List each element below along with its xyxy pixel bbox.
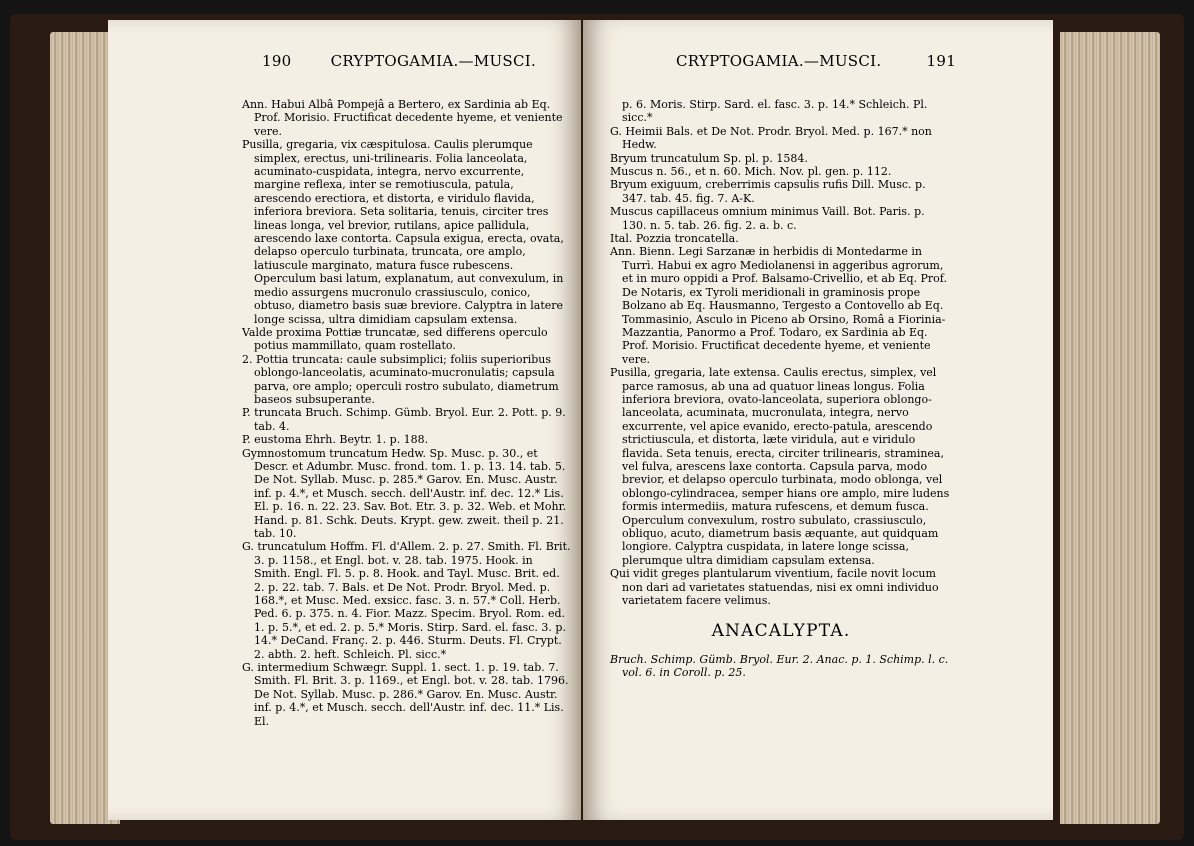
paragraph: Ann. Bienn. Legi Sarzanæ in herbidis di Montedarme in Turrì. Habui ex agro Mediolanensi in aggeribus agrorum, et in muro oppidi a Prof. Balsamo-Crivellio, et ab Eq. Prof. De Notaris, ex Tyroli meridionali in graminosis prope Bolzano ab Eq. Hausmanno, Tergesto a Contovello ab Eq. Tommasinio, Asculo in Piceno ab Orsino, Româ a Fiorinia-Mazzantia, Panormo a Prof. Todaro, ex Sardinia ab Eq. Prof. Morisio. Fructificat decedente hyeme, et veniente vere.: [610, 245, 947, 366]
right-page-header: [676, 52, 956, 70]
paragraph: Bryum exiguum, creberrimis capsulis rufis Dill. Musc. p. 347. tab. 45. fig. 7. A-K.: [610, 178, 926, 205]
paragraph: G. Heimii Bals. et De Not. Prodr. Bryol. Med. p. 167.* non Hedw.: [610, 124, 932, 152]
paragraph: Ann. Habui Albâ Pompejâ a Bertero, ex Sardinia ab Eq. Prof. Morisio. Fructificat decedente hyeme, et veniente vere.: [242, 98, 563, 138]
paragraph: 2. Pottia truncata: caule subsimplici; foliis superioribus oblongo-lanceolatis, acuminato-mucronulatis; capsula parva, ore amplo; operculi rostro subulato, diametrum baseos subsuperante.: [242, 352, 559, 406]
paragraph: G. truncatulum Hoffm. Fl. d'Allem. 2. p. 27. Smith. Fl. Brit. 3. p. 1158., et Engl. bot. v. 28. tab. 1975. Hook. in Smith. Engl. Fl. 5. p. 8. Hook. and Tayl. Musc. Brit. ed. 2. p. 22. tab. 7. Bals. et De Not. Prodr. Bryol. Med. p. 168.*, et Musc. Med. exsicc. fasc. 3. n. 57.* Coll. Herb. Ped. 6. p. 375. n. 4. Fior. Mazz. Specim. Bryol. Rom. ed. 1. p. 5.*, et ed. 2. p. 5.* Moris. Stirp. Sard. el. fasc. 3. p. 14.* DeCand. Franç. 2. p. 446. Sturm. Deuts. Fl. Crypt. 2. abth. 2. heft. Schleich. Pl. sicc.*: [242, 540, 571, 661]
paragraph: P. truncata Bruch. Schimp. Gümb. Bryol. Eur. 2. Pott. p. 9. tab. 4.: [242, 406, 566, 433]
paragraph: Bryum truncatulum Sp. pl. p. 1584.: [610, 151, 808, 165]
left-page-body: [242, 98, 572, 728]
paragraph: Muscus n. 56., et n. 60. Mich. Nov. pl. gen. p. 112.: [610, 165, 892, 179]
paragraph: Gymnostomum truncatum Hedw. Sp. Musc. p. 30., et Descr. et Adumbr. Musc. frond. tom. 1. p. 13. 14. tab. 5. De Not. Syllab. Musc. p. 285.* Garov. En. Musc. Austr. inf. p. 4.*, et Musch. secch. dell'Austr. inf. dec. 12.* Lis. El. p. 16. n. 22. 23. Sav. Bot. Etr. 3. p. 32. Web. et Mohr. Hand. p. 81. Schk. Deuts. Krypt. gew. zweit. theil p. 21. tab. 10.: [242, 446, 567, 540]
right-page-body: [610, 98, 952, 680]
paragraph: P. eustoma Ehrh. Beytr. 1. p. 188.: [242, 433, 429, 447]
left-running-head: CRYPTOGAMIA.—MUSCI.: [330, 52, 537, 70]
right-page-number: 191: [926, 52, 957, 70]
right-running-head: CRYPTOGAMIA.—MUSCI.: [676, 52, 882, 70]
paragraph: G. intermedium Schwægr. Suppl. 1. sect. 1. p. 19. tab. 7. Smith. Fl. Brit. 3. p. 1169., et Engl. bot. v. 28. tab. 1796. De Not. Syllab. Musc. p. 286.* Garov. En. Musc. Austr. inf. p. 4.*, et Musch. secch. dell'Austr. inf. dec. 11.* Lis. El.: [242, 661, 569, 728]
paragraph: Pusilla, gregaria, vix cæspitulosa. Caulis plerumque simplex, erectus, uni-trilinearis. Folia lanceolata, acuminato-cuspidata, integra, nervo excurrente, margine reflexa, inter se remotiuscula, patula, arescendo erectiora, et distorta, e viridulo flavida, inferiora breviora. Seta solitaria, tenuis, circiter tres lineas longa, vel brevior, rutilans, apice pallidula, arescendo laxe contorta. Capsula exigua, erecta, ovata, delapso operculo turbinata, truncata, ore amplo, latiuscule marginato, matura fusce rubescens. Operculum basi latum, explanatum, aut convexulum, in medio assurgens mucronulo crassiusculo, conico, obtuso, diametro basis suæ breviore. Calyptra in latere longe scissa, ultra dimidiam capsulam extensa.: [242, 138, 564, 326]
paragraph: p. 6. Moris. Stirp. Sard. el. fasc. 3. p. 14.* Schleich. Pl. sicc.*: [622, 98, 928, 125]
paragraph: Bruch. Schimp. Gümb. Bryol. Eur. 2. Anac. p. 1. Schimp. l. c. vol. 6. in Coroll. p. 25.: [610, 652, 949, 680]
left-page-header: [262, 52, 536, 70]
paragraph: Ital. Pozzia troncatella.: [610, 232, 739, 246]
right-page-edges: [1060, 32, 1160, 824]
left-page-number: 190: [262, 52, 292, 70]
paragraph: Pusilla, gregaria, late extensa. Caulis erectus, simplex, vel parce ramosus, ab una ad quatuor lineas longus. Folia inferiora breviora, ovato-lanceolata, superiora oblongo-lanceolata, acuminata, mucronulata, integra, nervo excurrente, vel apice evanido, erecto-patula, arescendo strictiuscula, et distorta, læte viridula, aut e viridulo flavida. Seta tenuis, erecta, circiter trilinearis, straminea, vel fulva, arescens laxe contorta. Capsula parva, modo brevior, et delapso operculo turbinata, modo oblonga, vel oblongo-cylindracea, semper hians ore amplo, mire ludens formis intermediis, matura rufescens, et demum fusca. Operculum convexulum, rostro subulato, crassiusculo, obliquo, acuto, diametrum basis æquante, aut quidquam longiore. Calyptra cuspidata, in latere longe scissa, plerumque ultra dimidiam capsulam extensa.: [610, 366, 950, 567]
paragraph: Qui vidit greges plantularum viventium, facile novit locum non dari ad varietates statuendas, nisi ex omni individuo varietatem facere velimus.: [610, 567, 939, 608]
section-title: ANACALYPTA.: [711, 621, 851, 642]
paragraph: Valde proxima Pottiæ truncatæ, sed differens operculo potius mammillato, quam rostellato.: [242, 325, 548, 353]
paragraph: Muscus capillaceus omnium minimus Vaill. Bot. Paris. p. 130. n. 5. tab. 26. fig. 2. a. b. c.: [610, 205, 925, 232]
